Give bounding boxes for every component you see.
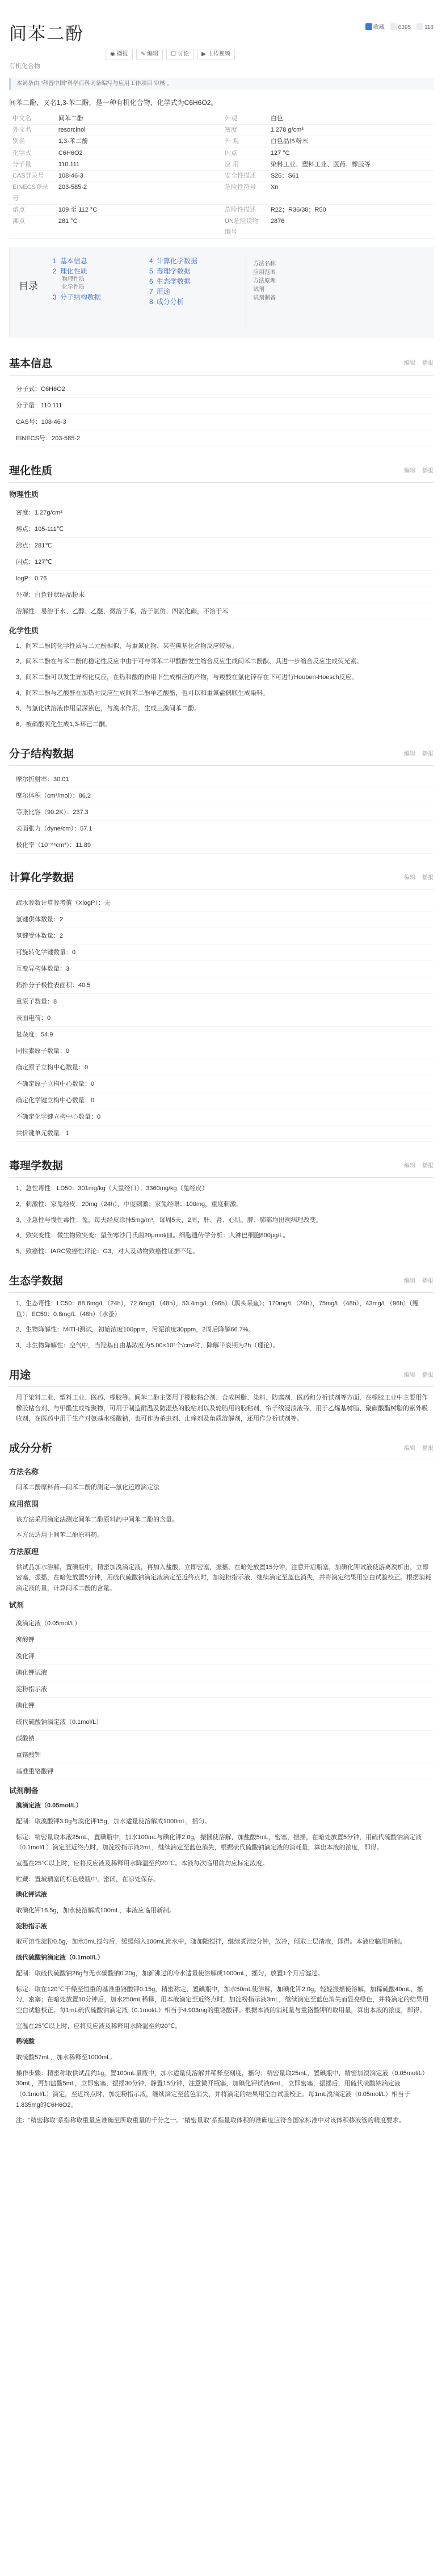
section-edit-button[interactable]: 编辑 <box>404 1445 415 1452</box>
section-edit-button[interactable]: 编辑 <box>404 360 415 367</box>
catalog-subitem[interactable]: 试剂 <box>253 286 264 293</box>
info-row <box>9 159 434 170</box>
info-key: 危险性符号 <box>221 182 267 205</box>
info-value: 108-46-3 <box>55 171 221 182</box>
basic-list <box>9 381 434 447</box>
method-name: 间苯二酚原料药—间苯二酚的测定—氢化还原滴定法 <box>16 1484 159 1491</box>
info-key: 应 用 <box>221 159 267 170</box>
discuss-button[interactable]: ☐ 讨论 <box>166 49 193 60</box>
subsection-title: 方法原理 <box>9 1547 39 1556</box>
info-value: R22；R36/38；R50 <box>267 204 434 216</box>
list-item: 摩尔体积（cm³/mol）：86.2 <box>16 788 434 804</box>
catalog-item-label: 基本信息 <box>60 256 87 265</box>
paragraph: 2、刺激性：家兔经皮：20mg（24h），中度刺激；家兔经眼：100mg，重度刺激。 <box>16 1201 243 1208</box>
catalog-item-number: 6 <box>149 277 153 285</box>
section-computed <box>9 868 434 1142</box>
list-item: 熔点：105-111℃ <box>16 521 434 538</box>
list-item: 复杂度：54.9 <box>16 1027 434 1043</box>
molecular-list <box>9 771 434 854</box>
section-edit-button[interactable]: 编辑 <box>404 467 415 474</box>
catalog-item-number: 2 <box>53 267 57 275</box>
info-key: 分子量 <box>9 159 55 170</box>
reagent-heading: 稀硫酸 <box>16 2038 35 2046</box>
paragraph: 5、致癌性：IARC致癌性评论：G3，对人及动物致癌性证据不足。 <box>16 1248 199 1255</box>
info-key: 沸点 <box>9 216 55 239</box>
paragraph: 1、急性毒性：LD50：301mg/kg（大鼠经口）；3360mg/kg（兔经皮） <box>16 1185 208 1192</box>
section-broadcast-button[interactable]: 播报 <box>422 1278 434 1284</box>
info-key: 化学式 <box>9 147 55 159</box>
info-value: Xn <box>267 182 434 205</box>
info-key: 中文名 <box>9 113 55 125</box>
info-value: 染料工业、塑料工业、医药、橡胶等 <box>267 159 434 170</box>
paragraph: 5、与氯化铁溶液作用呈深紫色，与溴水作用，生成三溴间苯二酚。 <box>16 705 201 712</box>
section-edit-button[interactable]: 编辑 <box>404 874 415 881</box>
share-icon <box>416 23 423 30</box>
info-value: 白色 <box>267 113 434 125</box>
list-item: 碳酸钠 <box>16 1731 434 1747</box>
upload-video-button[interactable]: ▶ 上传视频 <box>197 49 235 60</box>
section-broadcast-button[interactable]: 播报 <box>422 467 434 474</box>
scope-text: 该方法采用滴定法测定间苯二酚原料药中间苯二酚的含量。 <box>16 1516 178 1523</box>
list-item: 氢键供体数量：2 <box>16 912 434 928</box>
info-row <box>9 147 434 159</box>
info-value: 1,3-苯二酚 <box>55 136 221 147</box>
section-physchem <box>9 462 434 730</box>
list-item: 摩尔折射率：30.01 <box>16 771 434 788</box>
paragraph: 3、亚急性与慢性毒性：兔，每天经皮涂抹5mg/m³，每周5天，2周，肝、肾、心肌、脾、肺部均出现病理改变。 <box>16 1216 322 1224</box>
list-item: 不确定原子立构中心数量：0 <box>16 1076 434 1093</box>
edit-button[interactable]: ✎ 编辑 <box>136 49 163 60</box>
catalog-item-label: 理化性质 <box>60 267 87 275</box>
list-item: 密度：1.27g/cm³ <box>16 505 434 521</box>
video-icon: ▶ <box>201 51 206 57</box>
paragraph: 4、间苯二酚与乙酸酐在加热时反应生成间苯二酚单乙酸酯，也可以和重氮盐偶联生成染料。 <box>16 689 270 697</box>
info-value: S26；S61 <box>267 171 434 182</box>
list-item: 分子式：C6H6O2 <box>16 381 434 398</box>
info-key: 密度 <box>221 125 267 136</box>
catalog-subitem[interactable]: 试剂制备 <box>253 294 276 301</box>
info-value: 127 °C <box>267 147 434 159</box>
reagent-heading: 溴滴定液（0.05mol/L） <box>16 1802 82 1810</box>
info-row <box>9 113 434 125</box>
list-item: 硫代硫酸钠滴定液（0.1mol/L） <box>16 1714 434 1731</box>
paragraph: 1、间苯二酚的化学性质与二元酚相似，与重氮化物、某些羰基化合物反应较易。 <box>16 642 238 650</box>
list-item: 重铬酸钾 <box>16 1747 434 1764</box>
list-item: 溴化钾 <box>16 1649 434 1665</box>
paragraph: 4、致突变性：微生物致突变：鼠伤寒沙门氏菌20μmol/皿。细胞遗传学分析：人淋巴细胞800μg/L。 <box>16 1232 289 1239</box>
reagent-text: 标定：精密量取本液25mL，置碘瓶中，加水100mL与碘化钾2.0g，振摇使溶解，加盐酸5mL，密塞，振摇，在暗处放置5分钟，用硫代硫酸钠滴定液（0.1mol/L）滴定至近终点时，加淀粉指示液2mL，继续滴定至蓝色消失，根据硫代硫酸钠滴定液的消耗量，算出本液的浓度，即得。 <box>16 1833 422 1852</box>
info-key: 危险性描述 <box>221 204 267 216</box>
paragraph: 2、间苯二酚在与苯二酚的稳定性反应中由于可与邻苯二甲酸酐发生缩合反应生成间苯二酚酞，其进一步缩合反应生成荧光素。 <box>16 658 363 665</box>
list-item: 不确定化学键立构中心数量：0 <box>16 1109 434 1125</box>
section-title: 计算化学数据 <box>9 871 74 884</box>
info-value: 间苯二酚 <box>55 113 221 125</box>
star-icon <box>365 23 372 30</box>
reagent-text: 取硫酸57mL，加水稀释至1000mL。 <box>16 2054 117 2061</box>
section-broadcast-button[interactable]: 播报 <box>422 1372 434 1378</box>
page-subtitle: 有机化合物 <box>9 63 40 70</box>
reagent-text: 贮藏：置玻璃塞的棕色玻瓶中，密闭，在凉处保存。 <box>16 1875 159 1883</box>
reagent-text: 注：“精密称取”系指称取重量应准确至所取重量的千分之一。“精密量取”系指量取体积的准确度应符合国家标准中对该体积移液管的精度要求。 <box>16 2117 405 2124</box>
reagent-text: 标定：取在120℃干燥至恒重的基准重铬酸钾0.15g，精密称定，置碘瓶中，加水50mL使溶解，加碘化钾2.0g，轻轻振摇使溶解，加稀硫酸40mL，摇匀，密塞；在暗处放置10分钟后，加水250mL稀释，用本液滴定至近终点时，加淀粉指示液3mL，继续滴定至蓝色消失而显亮绿色，并将滴定的结果用空白试验校正。每1mL硫代硫酸钠滴定液（0.1mol/L）相当于4.903mg的重铬酸钾。根据本液的消耗量与重铬酸钾的取用量，算出本液的浓度，即得。 <box>16 1985 429 2014</box>
list-item: 重原子数量：8 <box>16 994 434 1010</box>
info-key: CAS登录号 <box>9 171 55 182</box>
catalog-subitem[interactable]: 方法原理 <box>253 277 276 284</box>
info-key: 别名 <box>9 136 55 147</box>
info-key: 外观 <box>221 113 267 125</box>
section-broadcast-button[interactable]: 播报 <box>422 1445 434 1452</box>
review-notice[interactable]: 本词条由 “科普中国”科学百科词条编写与应用工作项目 审核 。 <box>9 78 434 90</box>
list-item: logP：0.76 <box>16 571 434 587</box>
section-title: 理化性质 <box>9 465 53 477</box>
list-item: 碘化钾试液 <box>16 1665 434 1681</box>
pencil-icon: ✎ <box>140 51 146 57</box>
reagent-heading: 淀粉指示液 <box>16 1922 47 1930</box>
info-value: 1.278 g/cm³ <box>267 125 434 136</box>
catalog-item[interactable] <box>149 255 246 265</box>
list-item: 等张比容（90.2K）：237.3 <box>16 804 434 821</box>
list-item: 表面电荷：0 <box>16 1010 434 1027</box>
catalog-item[interactable] <box>53 292 149 302</box>
paragraph: 2、生物降解性：MITI-I测试，初始浓度100ppm，污泥浓度30ppm，2周后降解66.7%。 <box>16 1326 255 1334</box>
collect-button[interactable]: 收藏 <box>365 23 385 33</box>
catalog-column <box>53 255 149 329</box>
subsection-title: 试剂制备 <box>9 1786 39 1795</box>
catalog-item[interactable] <box>149 276 246 286</box>
info-key: EINECS登录号 <box>9 182 55 205</box>
section-molecular <box>9 745 434 854</box>
catalog-item[interactable] <box>149 265 246 276</box>
physical-list <box>9 505 434 620</box>
catalog-item-label: 分子结构数据 <box>60 293 101 301</box>
list-item: 氢键受体数量：2 <box>16 928 434 945</box>
list-item: 沸点：281℃ <box>16 538 434 554</box>
subsection-title: 方法名称 <box>9 1468 39 1477</box>
list-item: 互变异构体数量：3 <box>16 961 434 977</box>
catalog-item[interactable] <box>53 265 149 276</box>
list-item: CAS号：108-46-3 <box>16 414 434 431</box>
reagent-text: 配制：取溴酸钾3.0g与溴化钾15g，加水适量使溶解成1000mL，摇匀。 <box>16 1818 211 1825</box>
section-basic <box>9 355 434 447</box>
section-ecology <box>9 1272 434 1351</box>
list-item: 溶解性：易溶于水、乙醇、乙醚，微溶于苯，溶于氯仿、四氯化碳，不溶于苯 <box>16 604 434 620</box>
reagent-text: 取可溶性淀粉0.5g，加水5mL搅匀后，缓缓倾入100mL沸水中，随加随搅拌，继续煮沸2分钟，放冷，倾取上层清液，即得。本液应临用新制。 <box>16 1938 406 1946</box>
catalog-item[interactable] <box>53 255 149 265</box>
list-item: 极化率（10⁻²⁴cm³）：11.89 <box>16 837 434 854</box>
principle-text: 供试品加水溶解，置碘瓶中，精密加溴滴定液，再加入盐酸，立即密塞，振摇，在暗处放置15分钟，注意开启瓶塞，加碘化钾试液使游离溴析出，立即密塞，振摇，在暗处放置5分钟，用硫代硫酸钠滴定液滴定至近终点时，加淀粉指示液，继续滴定至蓝色消失，并将滴定结果用空白试验校正。根据消耗滴定液的量，计算间苯二酚的含量。 <box>16 1563 432 1592</box>
share-count[interactable]: 118 <box>416 23 434 33</box>
catalog-subitem[interactable]: 物理性质 <box>62 276 85 283</box>
paragraph: 3、间苯二酚可以发生异构化反应，在热和酸的作用下生成相应的产物，与羧酸在氯化锌存在下可进行Houben-Hoesch反应。 <box>16 673 358 681</box>
section-broadcast-button[interactable]: 播报 <box>422 360 434 367</box>
info-value: 281 °C <box>55 216 221 239</box>
subsection-title: 试剂 <box>9 1600 24 1609</box>
reagent-text: 室温在25℃以上时，应将反应液及稀释用水降温至约20℃。 <box>16 2022 182 2030</box>
section-broadcast-button[interactable]: 播报 <box>422 751 434 757</box>
section-edit-button[interactable]: 编辑 <box>404 751 415 757</box>
info-key: 外文名 <box>9 125 55 136</box>
subsection-title: 应用范围 <box>9 1499 39 1508</box>
info-key: 外 观 <box>221 136 267 147</box>
catalog-item-number: 5 <box>149 267 153 275</box>
list-item: 外观：白色针状结晶粉末 <box>16 587 434 604</box>
catalog-item-label: 毒理学数据 <box>156 267 191 275</box>
section-edit-button[interactable]: 编辑 <box>404 1278 415 1284</box>
list-item: 疏水参数计算参考值（XlogP）：无 <box>16 895 434 912</box>
list-item: 分子量：110.111 <box>16 398 434 414</box>
info-key: 安全性描述 <box>221 171 267 182</box>
chat-icon: ☐ <box>171 51 176 57</box>
like-count[interactable]: 6395 <box>390 23 411 33</box>
list-item: 碘化钾 <box>16 1698 434 1714</box>
catalog-column <box>149 255 246 329</box>
subsection-title: 物理性质 <box>9 490 39 499</box>
catalog-item-number: 3 <box>53 293 57 301</box>
paragraph: 3、非生物降解性：空气中，当羟基自由基浓度为5.00×10⁵个/cm³时，降解半衰期为2h（理论）。 <box>16 1342 279 1350</box>
title-actions <box>106 49 235 60</box>
catalog-subitem[interactable]: 方法名称 <box>253 260 276 267</box>
section-broadcast-button[interactable]: 播报 <box>422 874 434 881</box>
section-title: 成分分析 <box>9 1443 53 1455</box>
reagent-text: 取碘化钾16.5g，加水使溶解成100mL，本液应临用新制。 <box>16 1907 176 1915</box>
section-title: 用途 <box>9 1369 31 1381</box>
info-row <box>9 204 434 216</box>
list-item: 溴滴定液（0.05mol/L） <box>16 1616 434 1632</box>
header <box>9 23 434 59</box>
list-item: 确定化学键立构中心数量：0 <box>16 1093 434 1109</box>
catalog-subcolumn <box>246 255 348 329</box>
section-title: 毒理学数据 <box>9 1160 64 1173</box>
section-broadcast-button[interactable]: 播报 <box>422 1163 434 1169</box>
catalog-item[interactable] <box>149 286 246 296</box>
speaker-icon: ◉ <box>110 51 115 57</box>
catalog-item-label: 计算化学数据 <box>156 256 197 265</box>
catalog-subitem[interactable]: 应用范围 <box>253 269 276 276</box>
list-item: 溴酸钾 <box>16 1632 434 1649</box>
list-item: 可旋转化学键数量：0 <box>16 945 434 961</box>
info-row <box>9 171 434 182</box>
info-value: 203-585-2 <box>55 182 221 205</box>
section-edit-button[interactable]: 编辑 <box>404 1163 415 1169</box>
list-item: 闪点：127℃ <box>16 554 434 571</box>
page-title: 间苯二酚 <box>9 24 84 44</box>
list-item: 确定原子立构中心数量：0 <box>16 1060 434 1076</box>
info-key: UN危险货物编号 <box>221 216 267 239</box>
reagent-text: 操作步骤：精密称取供试品约1g，置100mL量瓶中，加水适量使溶解并稀释至刻度，摇匀；精密量取25mL，置碘瓶中，精密加溴滴定液（0.05mol/L）30mL，再加盐酸5mL，立即密塞，振摇30分钟，静置15分钟，注意微开瓶塞，加碘化钾试液6mL，立即密塞，振摇后，用硫代硫酸钠滴定液（0.1mol/L）滴定，至近终点时，加淀粉指示液，继续滴定至蓝色消失，并将滴定的结果用空白试验校正。每1mL溴滴定液（0.05mol/L）相当于1.835mg的C6H6O2。 <box>16 2069 428 2109</box>
info-row <box>9 125 434 136</box>
ecology-paragraphs <box>9 1298 434 1351</box>
toxicology-paragraphs <box>9 1183 434 1257</box>
list-item: 拓扑分子极性表面积：40.5 <box>16 977 434 994</box>
catalog-item-label: 生态学数据 <box>156 277 191 285</box>
thumb-icon <box>390 23 397 30</box>
chemical-paragraphs <box>9 641 434 730</box>
reagent-heading: 碘化钾试液 <box>16 1891 47 1899</box>
section-edit-button[interactable]: 编辑 <box>404 1372 415 1378</box>
reagent-text: 配制：取硫代硫酸钠26g与无水碳酸钠0.20g，加新沸过的冷水适量使溶解成1000mL，摇匀，放置1个月后滤过。 <box>16 1970 324 1977</box>
scope-text: 本方法适用于间苯二酚原料药。 <box>16 1532 103 1539</box>
summary: 间苯二酚，又名1,3-苯二酚，是一种有机化合物，化学式为C6H6O2。 <box>9 98 218 107</box>
preparation-list <box>9 1801 434 2126</box>
paragraph: 6、被硝酸氧化生成1,3-环己二酮。 <box>16 720 112 728</box>
reagent-list <box>9 1616 434 1780</box>
catalog-item-number: 7 <box>149 287 153 296</box>
reagent-heading: 硫代硫酸钠滴定液（0.1mol/L） <box>16 1954 104 1962</box>
catalog-item-number: 8 <box>149 297 153 306</box>
section-title: 基本信息 <box>9 357 53 370</box>
catalog-subitem[interactable]: 化学性质 <box>62 284 85 290</box>
catalog-title: 目录 <box>19 280 38 292</box>
list-item: EINECS号：203-585-2 <box>16 431 434 447</box>
info-value: 109 至 112 °C <box>55 204 221 216</box>
catalog-item-label: 成分分析 <box>156 297 184 306</box>
broadcast-button[interactable]: ◉ 播报 <box>106 49 133 60</box>
info-value: resorcinol <box>55 125 221 136</box>
info-value: 2876 <box>267 216 434 239</box>
info-row <box>9 182 434 205</box>
info-value: 白色晶体粉末 <box>267 136 434 147</box>
section-analysis <box>9 1439 434 2126</box>
info-value: 110.111 <box>55 159 221 170</box>
info-value: C6H6O2 <box>55 147 221 159</box>
catalog-item-number: 4 <box>149 256 153 265</box>
header-stats <box>365 23 434 33</box>
catalog-item[interactable] <box>149 296 246 306</box>
section-toxicology <box>9 1157 434 1257</box>
list-item: 基准重铬酸钾 <box>16 1764 434 1780</box>
info-key: 闪点 <box>221 147 267 159</box>
info-key: 熔点 <box>9 204 55 216</box>
section-title: 生态学数据 <box>9 1275 64 1287</box>
section-title: 分子结构数据 <box>9 748 74 760</box>
reagent-text: 室温在25℃以上时，应将反应液及稀释用水降温至约20℃。本液每次临用前均应标定浓度。 <box>16 1860 269 1867</box>
list-item: 同位素原子数量：0 <box>16 1043 434 1060</box>
list-item: 淀粉指示液 <box>16 1681 434 1698</box>
catalog <box>9 247 434 338</box>
list-item: 表面张力（dyne/cm）：57.1 <box>16 821 434 837</box>
basic-info-table <box>9 113 434 239</box>
list-item: 共价键单元数量：1 <box>16 1125 434 1142</box>
paragraph: 1、生态毒性：LC50：88.6mg/L（24h），72.6mg/L（48h），53.4mg/L（96h）（黑头呆鱼）；170mg/L（24h），75mg/L（48h），43mg/L（96h）（鲤鱼）；EC50：0.8mg/L（48h）（水蚤） <box>16 1300 419 1318</box>
section-usage <box>9 1366 434 1424</box>
info-row <box>9 136 434 147</box>
subsection-title: 化学性质 <box>9 626 39 635</box>
catalog-item-label: 用途 <box>156 287 170 296</box>
info-row <box>9 216 434 239</box>
usage-text: 用于染料工业、塑料工业、医药、橡胶等。间苯二酚主要用于橡胶粘合剂、合成树脂、染料、防腐剂、医药和分析试剂等方面，在橡胶工业中主要用作橡胶粘合剂、与甲醛生成缩聚物，可用于制造耐温及防湿热的胶粘剂以及轮胎用的胶粘剂、帘子线浸渍液等，用于乙烯基树脂、聚碳酸酯树脂的紫外吸收剂，在医药中用于生产对氨基水杨酸钠，也可作为杀虫剂、止痒剂及角质溶解剂，还用作分析试剂等。 <box>16 1394 428 1423</box>
computed-list <box>9 895 434 1142</box>
catalog-item-number: 1 <box>53 256 57 265</box>
